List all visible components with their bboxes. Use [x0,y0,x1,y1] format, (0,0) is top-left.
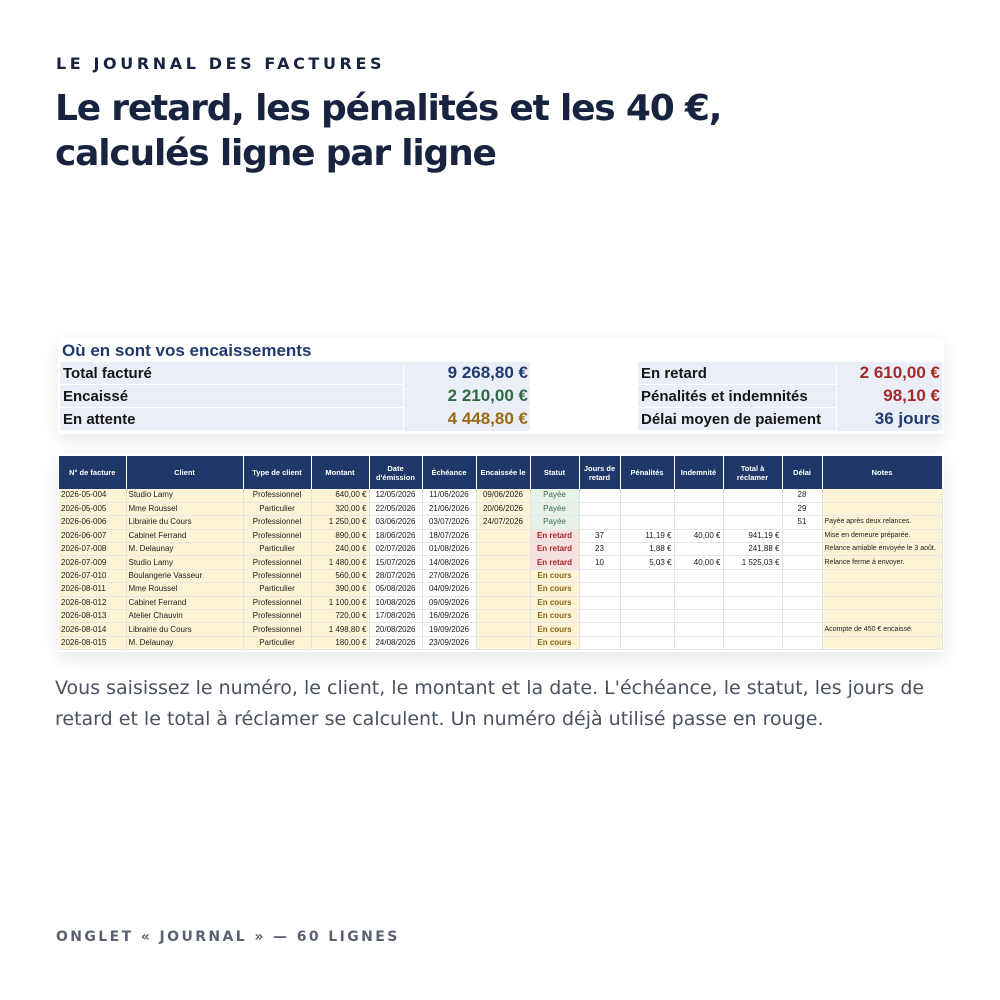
cell-client-type[interactable]: Particulier [243,583,311,596]
cell-paid-date[interactable] [476,610,530,623]
kpi-value: 98,10 € [836,386,940,408]
cell-amount[interactable]: 1 480,00 € [311,556,369,569]
cell-penalties[interactable] [620,502,674,515]
cell-days-late[interactable] [579,583,620,596]
cell-notes[interactable]: Relance ferme à envoyer. [822,556,942,569]
cell-invoice-number[interactable]: 2026-08-014 [59,623,126,636]
cell-due-date[interactable]: 03/07/2026 [422,516,476,529]
cell-client-type[interactable]: Professionnel [243,529,311,542]
cell-issue-date[interactable]: 17/08/2026 [369,610,422,623]
cell-invoice-number[interactable]: 2026-06-006 [59,516,126,529]
cell-paid-date[interactable]: 09/06/2026 [476,489,530,502]
cell-indemnity[interactable] [674,583,723,596]
cell-status[interactable]: En retard [530,556,579,569]
cell-paid-date[interactable] [476,543,530,556]
cell-client-type[interactable]: Particulier [243,636,311,649]
cell-status[interactable]: En cours [530,583,579,596]
cell-paid-date[interactable] [476,583,530,596]
cell-paid-date[interactable]: 24/07/2026 [476,516,530,529]
kpi-value: 2 210,00 € [403,386,528,408]
summary-title: Où en sont vos encaissements [62,341,312,360]
cell-status[interactable]: En cours [530,610,579,623]
cell-penalties[interactable] [620,596,674,609]
cell-due-date[interactable]: 23/09/2026 [422,636,476,649]
cell-client[interactable]: Cabinet Ferrand [126,596,243,609]
table-row[interactable] [59,543,942,556]
cell-total-claim[interactable] [723,489,782,502]
cell-issue-date[interactable]: 28/07/2026 [369,569,422,582]
cell-invoice-number[interactable]: 2026-08-011 [59,583,126,596]
cell-notes[interactable]: Relance amiable envoyée le 3 août. [822,543,942,556]
cell-client[interactable]: Studio Lamy [126,556,243,569]
cell-issue-date[interactable]: 22/05/2026 [369,502,422,515]
column-header-amount[interactable]: Montant [311,456,369,489]
kpi-collected [60,385,530,408]
invoice-journal-sheet [58,454,944,652]
kpi-label: En retard [641,365,707,382]
cell-penalties[interactable]: 11,19 € [620,529,674,542]
cell-delay[interactable]: 28 [782,489,822,502]
cell-indemnity[interactable] [674,610,723,623]
cell-penalties[interactable] [620,636,674,649]
table-header-row [59,456,942,489]
cell-total-claim[interactable]: 1 525,03 € [723,556,782,569]
column-header-client[interactable]: Client [126,456,243,489]
table-row[interactable] [59,596,942,609]
headline-line-1: Le retard, les pénalités et les 40 €, [55,88,722,129]
kpi-penalties [638,385,942,408]
cell-amount[interactable]: 320,00 € [311,502,369,515]
column-header-client-type[interactable]: Type de client [243,456,311,489]
cell-notes[interactable] [822,610,942,623]
cell-notes[interactable] [822,489,942,502]
cell-invoice-number[interactable]: 2026-07-008 [59,543,126,556]
headline-line-2: calculés ligne par ligne [55,133,496,174]
cell-invoice-number[interactable]: 2026-07-010 [59,569,126,582]
cell-invoice-number[interactable]: 2026-08-015 [59,636,126,649]
cell-indemnity[interactable]: 40,00 € [674,556,723,569]
cell-due-date[interactable]: 04/09/2026 [422,583,476,596]
cell-penalties[interactable]: 1,88 € [620,543,674,556]
cell-total-claim[interactable] [723,516,782,529]
kpi-value: 2 610,00 € [836,363,940,385]
table-body [59,489,942,650]
cell-issue-date[interactable]: 20/08/2026 [369,623,422,636]
cell-delay[interactable] [782,529,822,542]
cell-notes[interactable]: Acompte de 450 € encaissé. [822,623,942,636]
column-header-penalties[interactable]: Pénalités [620,456,674,489]
cell-issue-date[interactable]: 05/08/2026 [369,583,422,596]
cell-delay[interactable]: 29 [782,502,822,515]
column-header-notes[interactable]: Notes [822,456,942,489]
column-header-indemnity[interactable]: Indemnité [674,456,723,489]
cell-indemnity[interactable] [674,489,723,502]
eyebrow-label: LE JOURNAL DES FACTURES [56,54,386,73]
cell-client[interactable]: Boulangerie Vasseur [126,569,243,582]
cell-due-date[interactable]: 16/09/2026 [422,610,476,623]
cell-penalties[interactable] [620,583,674,596]
table-row[interactable] [59,636,942,649]
cell-total-claim[interactable] [723,623,782,636]
column-header-status[interactable]: Statut [530,456,579,489]
kpi-label: En attente [63,411,136,428]
kpi-label: Encaissé [63,388,129,405]
cell-amount[interactable]: 720,00 € [311,610,369,623]
cell-invoice-number[interactable]: 2026-05-005 [59,502,126,515]
cell-status[interactable]: Payée [530,502,579,515]
cell-total-claim[interactable]: 941,19 € [723,529,782,542]
cell-due-date[interactable]: 14/08/2026 [422,556,476,569]
cell-invoice-number[interactable]: 2026-06-007 [59,529,126,542]
cell-delay[interactable] [782,636,822,649]
cell-indemnity[interactable] [674,636,723,649]
invoice-journal-table [59,456,943,650]
cell-due-date[interactable]: 01/08/2026 [422,543,476,556]
cell-paid-date[interactable]: 20/06/2026 [476,502,530,515]
cell-due-date[interactable]: 27/08/2026 [422,569,476,582]
cell-client-type[interactable]: Professionnel [243,623,311,636]
cell-delay[interactable] [782,596,822,609]
cell-delay[interactable] [782,543,822,556]
kpi-overdue [638,362,942,385]
cell-delay[interactable] [782,556,822,569]
cell-days-late[interactable] [579,502,620,515]
cell-delay[interactable] [782,623,822,636]
table-row[interactable] [59,529,942,542]
cell-invoice-number[interactable]: 2026-05-004 [59,489,126,502]
kpi-label: Pénalités et indemnités [641,388,808,405]
cell-client-type[interactable]: Particulier [243,502,311,515]
cell-client[interactable]: M. Delaunay [126,543,243,556]
cell-client-type[interactable]: Professionnel [243,489,311,502]
kpi-value: 4 448,80 € [403,409,528,431]
cell-issue-date[interactable]: 03/06/2026 [369,516,422,529]
kpi-value: 36 jours [836,409,940,431]
cell-days-late[interactable] [579,623,620,636]
cell-due-date[interactable]: 21/06/2026 [422,502,476,515]
cell-amount[interactable]: 560,00 € [311,569,369,582]
cell-total-claim[interactable]: 241,88 € [723,543,782,556]
cell-total-claim[interactable] [723,636,782,649]
cell-days-late[interactable] [579,516,620,529]
cell-due-date[interactable]: 18/07/2026 [422,529,476,542]
cell-issue-date[interactable]: 24/08/2026 [369,636,422,649]
cell-notes[interactable] [822,569,942,582]
cell-total-claim[interactable] [723,502,782,515]
caption-text: Vous saisissez le numéro, le client, le montant et la date. L'échéance, le statut, les jours de retard et le total à réclamer se calculent. Un numéro déjà utilisé passe en rouge. [55,677,925,730]
cell-issue-date[interactable]: 10/08/2026 [369,596,422,609]
cell-penalties[interactable]: 5,03 € [620,556,674,569]
cell-client[interactable]: Librairie du Cours [126,516,243,529]
cell-indemnity[interactable] [674,502,723,515]
cell-client-type[interactable]: Professionnel [243,610,311,623]
cell-delay[interactable] [782,610,822,623]
kpi-label: Total facturé [63,365,152,382]
cell-total-claim[interactable] [723,583,782,596]
cell-issue-date[interactable]: 12/05/2026 [369,489,422,502]
cell-notes[interactable] [822,502,942,515]
cell-penalties[interactable] [620,569,674,582]
cell-issue-date[interactable]: 18/06/2026 [369,529,422,542]
cell-status[interactable]: En cours [530,623,579,636]
cell-indemnity[interactable] [674,623,723,636]
cell-due-date[interactable]: 19/09/2026 [422,623,476,636]
cell-paid-date[interactable] [476,596,530,609]
footer-tag: ONGLET « JOURNAL » — 60 LIGNES [56,929,400,945]
cell-indemnity[interactable] [674,516,723,529]
table-row[interactable] [59,502,942,515]
cell-notes[interactable]: Mise en demeure préparée. [822,529,942,542]
kpi-value: 9 268,80 € [403,363,528,385]
cell-penalties[interactable] [620,623,674,636]
cell-client[interactable]: Mme Roussel [126,502,243,515]
cell-client-type[interactable]: Professionnel [243,556,311,569]
column-header-delay[interactable]: Délai [782,456,822,489]
cell-delay[interactable]: 51 [782,516,822,529]
cell-invoice-number[interactable]: 2026-08-013 [59,610,126,623]
cell-amount[interactable]: 1 250,00 € [311,516,369,529]
cell-days-late[interactable] [579,569,620,582]
table-row[interactable] [59,583,942,596]
cell-issue-date[interactable]: 15/07/2026 [369,556,422,569]
summary-panel [58,338,944,434]
cell-amount[interactable]: 1 100,00 € [311,596,369,609]
column-header-paid-date[interactable]: Encaissée le [476,456,530,489]
cell-amount[interactable]: 180,00 € [311,636,369,649]
cell-amount[interactable]: 390,00 € [311,583,369,596]
table-row[interactable] [59,623,942,636]
cell-status[interactable]: Payée [530,489,579,502]
cell-client[interactable]: Studio Lamy [126,489,243,502]
cell-paid-date[interactable] [476,529,530,542]
cell-client[interactable]: M. Delaunay [126,636,243,649]
cell-days-late[interactable] [579,489,620,502]
cell-days-late[interactable] [579,610,620,623]
cell-status[interactable]: Payée [530,516,579,529]
cell-penalties[interactable] [620,516,674,529]
cell-total-claim[interactable] [723,610,782,623]
cell-paid-date[interactable] [476,623,530,636]
cell-paid-date[interactable] [476,569,530,582]
cell-paid-date[interactable] [476,636,530,649]
cell-days-late[interactable]: 23 [579,543,620,556]
page-headline [55,86,955,176]
cell-notes[interactable]: Payée après deux relances. [822,516,942,529]
cell-status[interactable]: En cours [530,636,579,649]
cell-client[interactable]: Mme Roussel [126,583,243,596]
cell-amount[interactable]: 1 498,80 € [311,623,369,636]
kpi-average-delay [638,408,942,431]
table-row[interactable] [59,569,942,582]
cell-invoice-number[interactable]: 2026-08-012 [59,596,126,609]
cell-indemnity[interactable] [674,569,723,582]
table-row[interactable] [59,489,942,502]
cell-delay[interactable] [782,569,822,582]
cell-notes[interactable] [822,636,942,649]
cell-penalties[interactable] [620,489,674,502]
cell-amount[interactable]: 640,00 € [311,489,369,502]
cell-total-claim[interactable] [723,596,782,609]
cell-notes[interactable] [822,583,942,596]
cell-due-date[interactable]: 11/06/2026 [422,489,476,502]
cell-invoice-number[interactable]: 2026-07-009 [59,556,126,569]
cell-days-late[interactable] [579,596,620,609]
cell-amount[interactable]: 240,00 € [311,543,369,556]
cell-delay[interactable] [782,583,822,596]
kpi-label: Délai moyen de paiement [641,411,822,428]
cell-client[interactable]: Librairie du Cours [126,623,243,636]
cell-indemnity[interactable]: 40,00 € [674,529,723,542]
cell-client-type[interactable]: Particulier [243,543,311,556]
cell-penalties[interactable] [620,610,674,623]
cell-client-type[interactable]: Professionnel [243,596,311,609]
cell-notes[interactable] [822,596,942,609]
column-header-due-date[interactable]: Échéance [422,456,476,489]
column-header-days-late[interactable]: Jours de retard [579,456,620,489]
column-header-total-claim[interactable]: Total à réclamer [723,456,782,489]
cell-indemnity[interactable] [674,543,723,556]
table-row[interactable] [59,610,942,623]
table-row[interactable] [59,556,942,569]
cell-amount[interactable]: 890,00 € [311,529,369,542]
cell-client[interactable]: Cabinet Ferrand [126,529,243,542]
cell-indemnity[interactable] [674,596,723,609]
cell-status[interactable]: En retard [530,529,579,542]
cell-days-late[interactable]: 37 [579,529,620,542]
cell-client[interactable]: Atelier Chauvin [126,610,243,623]
kpi-total-billed [60,362,530,385]
cell-issue-date[interactable]: 02/07/2026 [369,543,422,556]
cell-paid-date[interactable] [476,556,530,569]
column-header-issue-date[interactable]: Date d'émission [369,456,422,489]
cell-status[interactable]: En cours [530,596,579,609]
column-header-invoice-number[interactable]: N° de facture [59,456,126,489]
cell-days-late[interactable]: 10 [579,556,620,569]
cell-due-date[interactable]: 09/09/2026 [422,596,476,609]
kpi-pending [60,408,530,431]
cell-client-type[interactable]: Professionnel [243,516,311,529]
cell-client-type[interactable]: Professionnel [243,569,311,582]
cell-status[interactable]: En cours [530,569,579,582]
table-row[interactable] [59,516,942,529]
cell-total-claim[interactable] [723,569,782,582]
cell-days-late[interactable] [579,636,620,649]
cell-status[interactable]: En retard [530,543,579,556]
